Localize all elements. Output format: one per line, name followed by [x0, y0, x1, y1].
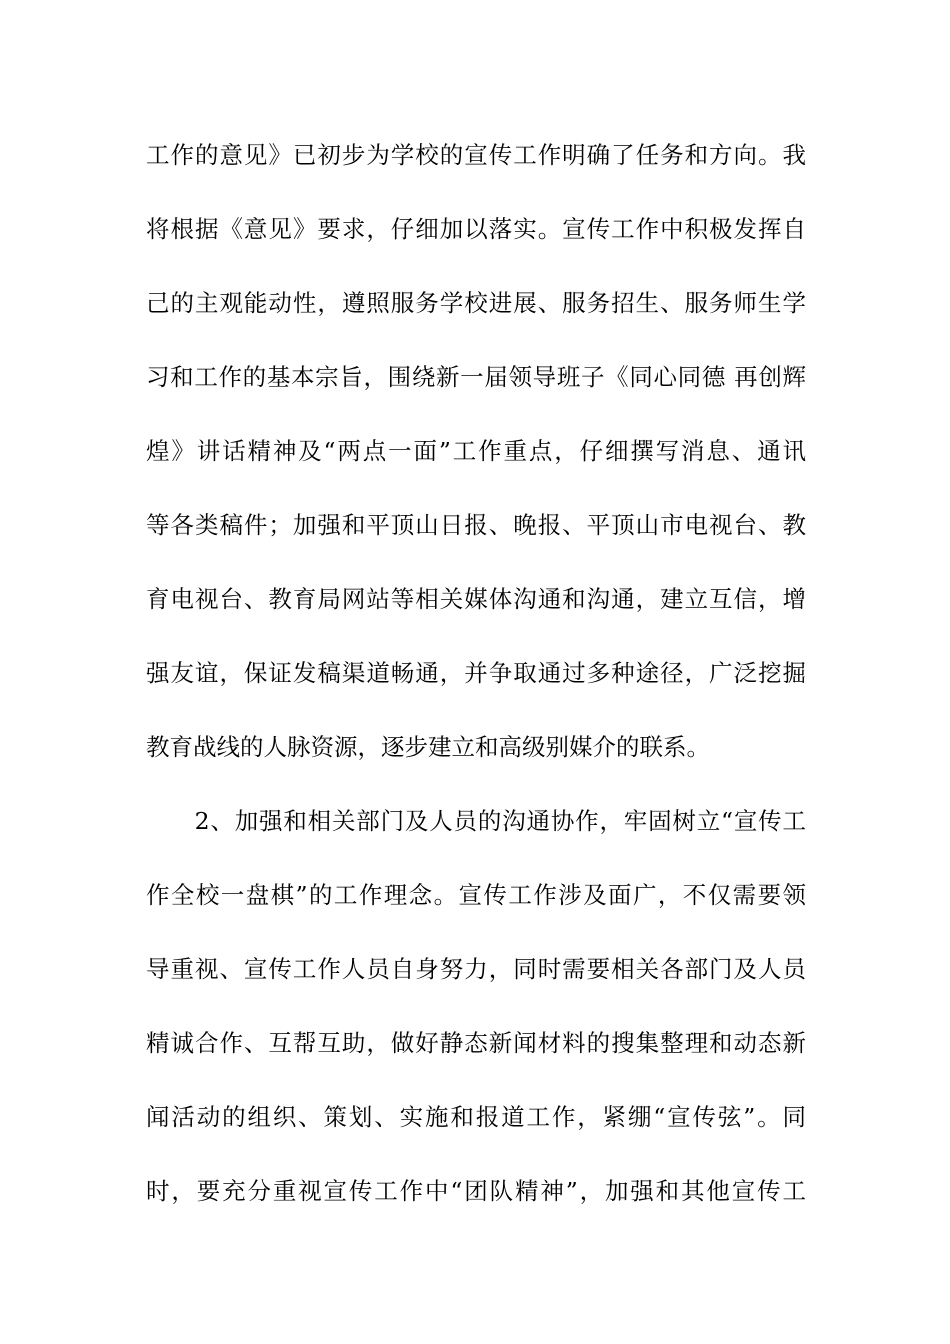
text-line-13: 精诚合作、互帮互助，做好静态新闻材料的搜集整理和动态新	[146, 1029, 806, 1057]
text-line-10: 2、加强和相关部门及人员的沟通协作，牢固树立“宣传工	[146, 807, 806, 835]
text-line-15: 时，要充分重视宣传工作中“团队精神”，加强和其他宣传工	[146, 1177, 806, 1205]
text-line-7: 育电视台、教育局网站等相关媒体沟通和沟通，建立互信，增	[146, 585, 806, 613]
text-line-5: 煌》讲话精神及“两点一面”工作重点，仔细撰写消息、通讯	[146, 437, 806, 465]
text-line-9: 教育战线的人脉资源，逐步建立和高级别媒介的联系。	[146, 733, 710, 761]
text-line-4: 习和工作的基本宗旨，围绕新一届领导班子《同心同德 再创辉	[146, 363, 806, 391]
text-line-11: 作全校一盘棋”的工作理念。宣传工作涉及面广，不仅需要领	[146, 881, 806, 909]
text-line-12: 导重视、宣传工作人员自身努力，同时需要相关各部门及人员	[146, 955, 806, 983]
text-line-2: 将根据《意见》要求，仔细加以落实。宣传工作中积极发挥自	[146, 215, 806, 243]
text-line-3: 己的主观能动性，遵照服务学校进展、服务招生、服务师生学	[146, 289, 806, 317]
text-line-6: 等各类稿件；加强和平顶山日报、晚报、平顶山市电视台、教	[146, 511, 806, 539]
text-line-1: 工作的意见》已初步为学校的宣传工作明确了任务和方向。我	[146, 141, 806, 169]
text-line-8: 强友谊，保证发稿渠道畅通，并争取通过多种途径，广泛挖掘	[146, 659, 806, 687]
text-line-14: 闻活动的组织、策划、实施和报道工作，紧绷“宣传弦”。同	[146, 1103, 806, 1131]
body-text	[146, 133, 806, 1243]
